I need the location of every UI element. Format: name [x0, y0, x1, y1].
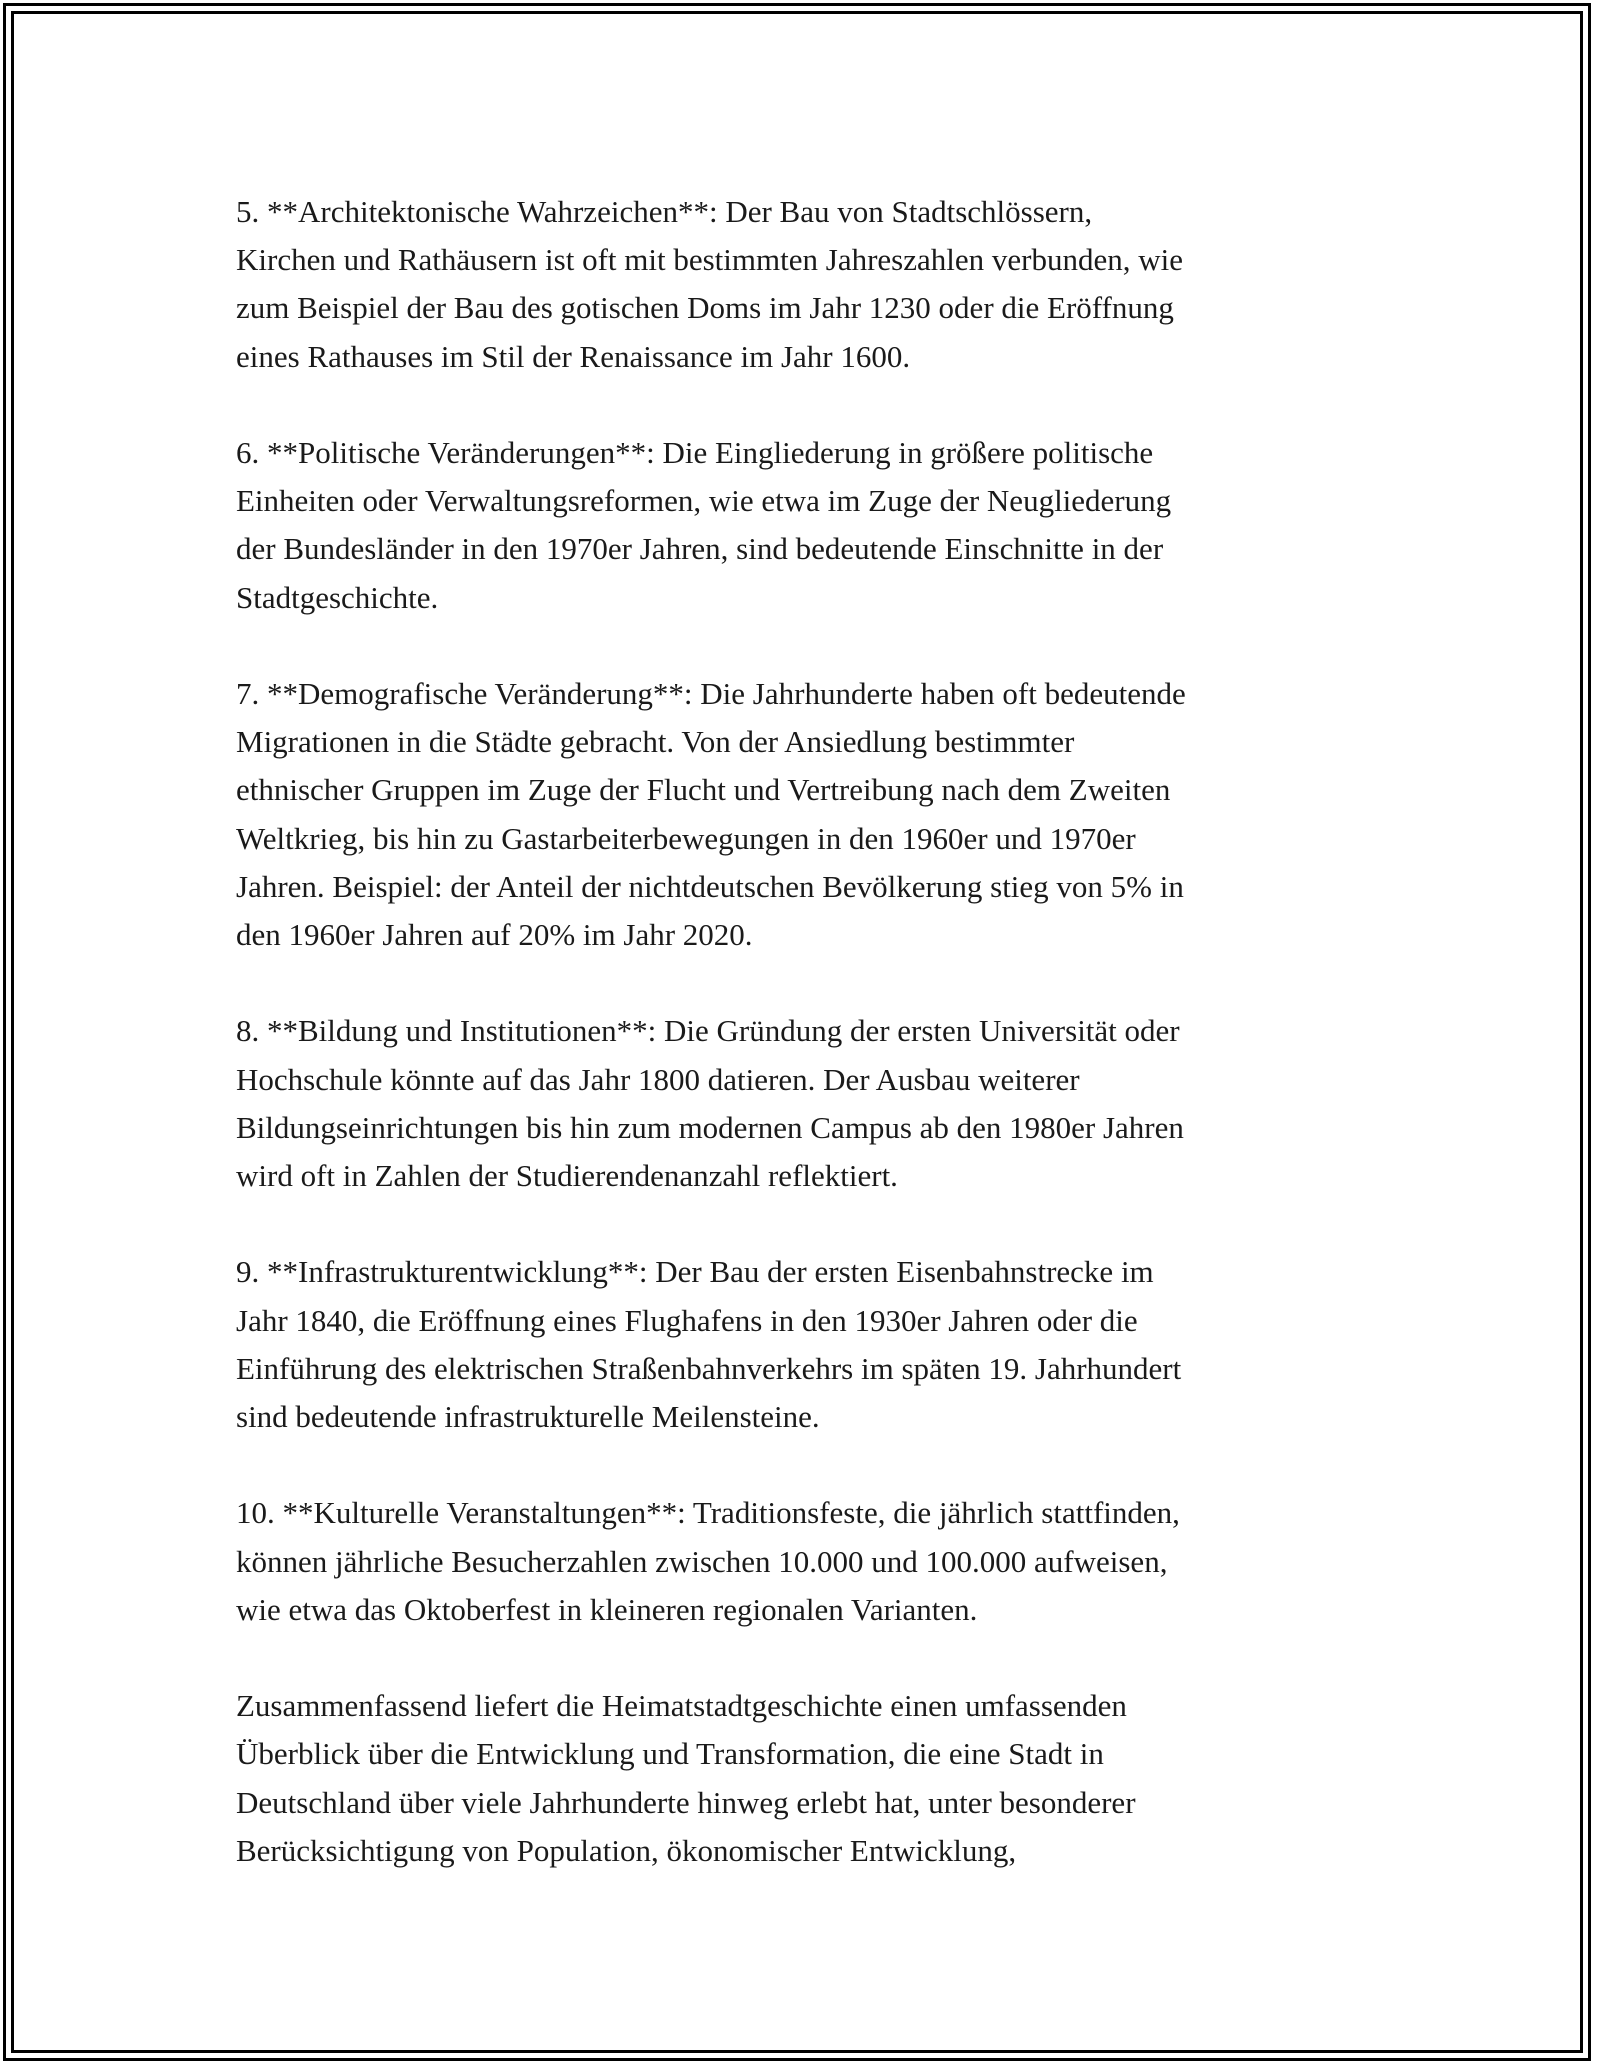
list-item-bildung-und-institutionen: 8. **Bildung und Institutionen**: Die Gründung der ersten Universität oder Hochschule könnte auf das Jahr 1800 datieren. Der Ausbau weiterer Bildungseinrichtungen bis hin zum modernen Campus ab den 1980er Jahren wird oft in Zahlen der Studierendenanzahl reflektiert.	[236, 1013, 1184, 1194]
list-item-demografische-veraenderung: 7. **Demografische Veränderung**: Die Jahrhunderte haben oft bedeutende Migrationen in die Städte gebracht. Von der Ansiedlung bestimmter ethnischer Gruppen im Zuge der Flucht und Vertreibung nach dem Zweiten Weltkrieg, bis hin zu Gastarbeiterbewegungen in den 1960er und 1970er Jahren. Beispiel: der Anteil der nichtdeutschen Bevölkerung stieg von 5% in den 1960er Jahren auf 20% im Jahr 2020.	[236, 676, 1186, 953]
document-body	[236, 188, 1416, 1923]
list-item-infrastrukturentwicklung: 9. **Infrastrukturentwicklung**: Der Bau der ersten Eisenbahnstrecke im Jahr 1840, die Eröffnung eines Flughafens in den 1930er Jahren oder die Einführung des elektrischen Straßenbahnverkehrs im späten 19. Jahrhundert sind bedeutende infrastrukturelle Meilensteine.	[236, 1254, 1182, 1435]
list-item-politische-veraenderungen: 6. **Politische Veränderungen**: Die Eingliederung in größere politische Einheiten oder Verwaltungsreformen, wie etwa im Zuge der Neugliederung der Bundesländer in den 1970er Jahren, sind bedeutende Einschnitte in der Stadtgeschichte.	[236, 435, 1172, 615]
list-item-kulturelle-veranstaltungen: 10. **Kulturelle Veranstaltungen**: Traditionsfeste, die jährlich stattfinden, können jährliche Besucherzahlen zwischen 10.000 und 100.000 aufweisen, wie etwa das Oktoberfest in kleineren regionalen Varianten.	[236, 1495, 1180, 1627]
list-item-architektonische-wahrzeichen: 5. **Architektonische Wahrzeichen**: Der Bau von Stadtschlössern, Kirchen und Rathäusern ist oft mit bestimmten Jahreszahlen verbunden, wie zum Beispiel der Bau des gotischen Doms im Jahr 1230 oder die Eröffnung eines Rathauses im Stil der Renaissance im Jahr 1600.	[236, 194, 1183, 374]
summary-paragraph: Zusammenfassend liefert die Heimatstadtgeschichte einen umfassenden Überblick über die Entwicklung und Transformation, die eine Stadt in Deutschland über viele Jahrhunderte hinweg erlebt hat, unter besonderer Berücksichtigung von Population, ökonomischer Entwicklung,	[236, 1688, 1136, 1868]
